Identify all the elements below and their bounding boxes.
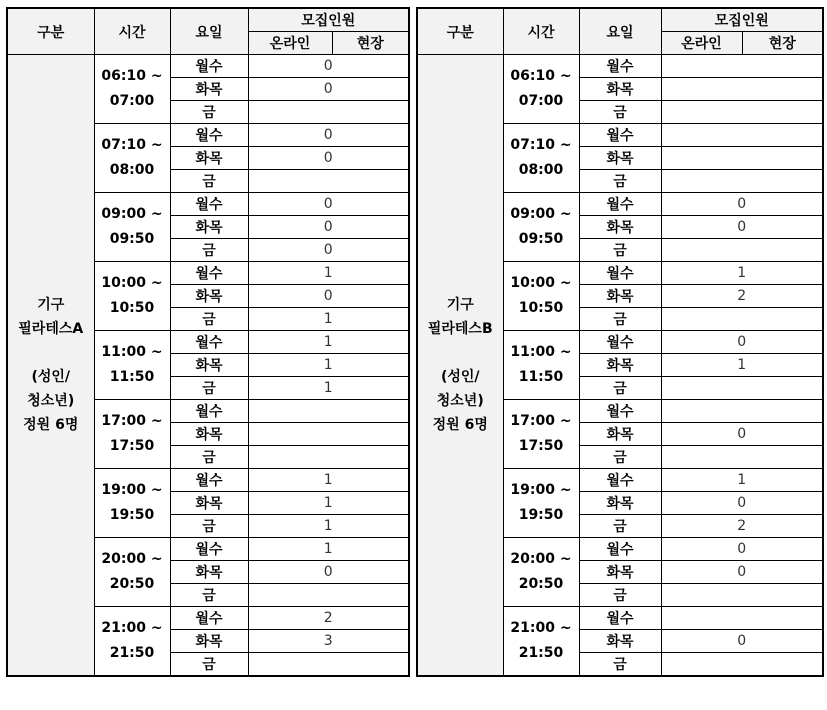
recruit-count-cell xyxy=(248,170,409,193)
recruit-count-cell: 1 xyxy=(248,377,409,400)
day-cell: 월수 xyxy=(170,538,248,561)
recruit-count-cell xyxy=(661,78,823,101)
time-slot-cell xyxy=(94,55,170,124)
time-slot-cell xyxy=(94,400,170,469)
time-slot-cell xyxy=(503,607,579,677)
time-start: 06:10 ~ xyxy=(510,68,572,84)
day-cell: 화목 xyxy=(579,630,661,653)
recruit-count-cell: 0 xyxy=(248,561,409,584)
recruit-count-cell xyxy=(661,55,823,78)
recruit-count-cell: 1 xyxy=(661,262,823,285)
time-slot-cell xyxy=(503,55,579,124)
day-cell: 월수 xyxy=(170,331,248,354)
day-cell: 화목 xyxy=(579,492,661,515)
day-cell: 화목 xyxy=(579,561,661,584)
time-slot-cell xyxy=(94,469,170,538)
day-cell: 월수 xyxy=(579,607,661,630)
time-start: 17:00 ~ xyxy=(101,413,163,429)
category-cell xyxy=(7,55,94,677)
recruit-count-cell xyxy=(661,584,823,607)
day-cell: 화목 xyxy=(579,78,661,101)
day-cell: 금 xyxy=(579,584,661,607)
time-slot-cell xyxy=(94,607,170,677)
time-end: 10:50 xyxy=(109,300,155,316)
recruit-count-cell xyxy=(248,101,409,124)
recruit-count-cell: 0 xyxy=(248,55,409,78)
day-cell: 월수 xyxy=(579,538,661,561)
time-start: 19:00 ~ xyxy=(101,482,163,498)
header-time: 시간 xyxy=(503,8,579,55)
day-cell: 화목 xyxy=(170,630,248,653)
time-start: 20:00 ~ xyxy=(510,551,572,567)
time-slot-cell xyxy=(503,193,579,262)
time-start: 11:00 ~ xyxy=(510,344,572,360)
recruit-count-cell xyxy=(661,147,823,170)
recruit-count-cell xyxy=(661,400,823,423)
recruit-count-cell: 0 xyxy=(248,193,409,216)
day-cell: 화목 xyxy=(170,354,248,377)
recruit-count-cell xyxy=(661,124,823,147)
category-line: (성인/ xyxy=(31,369,71,385)
recruit-count-cell: 0 xyxy=(661,193,823,216)
time-end: 17:50 xyxy=(109,438,155,454)
day-cell: 월수 xyxy=(170,262,248,285)
recruit-count-cell: 1 xyxy=(248,308,409,331)
recruit-count-cell: 0 xyxy=(661,216,823,239)
recruit-count-cell: 0 xyxy=(661,331,823,354)
time-slot-cell xyxy=(94,262,170,331)
recruit-count-cell: 2 xyxy=(248,607,409,630)
recruit-count-cell: 0 xyxy=(248,147,409,170)
time-end: 19:50 xyxy=(109,507,155,523)
day-cell: 화목 xyxy=(170,561,248,584)
recruit-count-cell: 0 xyxy=(661,492,823,515)
time-slot-cell xyxy=(503,331,579,400)
day-cell: 월수 xyxy=(170,55,248,78)
recruit-count-cell: 0 xyxy=(248,239,409,262)
category-line: 정원 6명 xyxy=(23,417,79,433)
time-start: 07:10 ~ xyxy=(101,137,163,153)
day-cell: 월수 xyxy=(170,193,248,216)
time-end: 11:50 xyxy=(109,369,155,385)
day-cell: 월수 xyxy=(170,607,248,630)
recruit-count-cell xyxy=(248,423,409,446)
day-cell: 화목 xyxy=(170,285,248,308)
header-time: 시간 xyxy=(94,8,170,55)
recruit-count-cell: 1 xyxy=(661,354,823,377)
time-end: 20:50 xyxy=(109,576,155,592)
day-cell: 금 xyxy=(579,377,661,400)
day-cell: 금 xyxy=(170,515,248,538)
time-start: 21:00 ~ xyxy=(101,620,163,636)
day-cell: 월수 xyxy=(579,400,661,423)
category-line xyxy=(418,341,503,365)
time-start: 06:10 ~ xyxy=(101,68,163,84)
time-slot-cell xyxy=(503,400,579,469)
day-cell: 월수 xyxy=(170,400,248,423)
recruit-count-cell: 1 xyxy=(248,538,409,561)
recruit-count-cell: 1 xyxy=(248,262,409,285)
day-cell: 화목 xyxy=(579,354,661,377)
time-slot-cell xyxy=(94,538,170,607)
day-cell: 금 xyxy=(579,515,661,538)
header-onsite: 현장 xyxy=(332,32,409,55)
time-end: 08:00 xyxy=(518,162,564,178)
recruit-count-cell xyxy=(248,653,409,677)
time-end: 20:50 xyxy=(518,576,564,592)
time-start: 20:00 ~ xyxy=(101,551,163,567)
day-cell: 금 xyxy=(170,239,248,262)
time-start: 10:00 ~ xyxy=(101,275,163,291)
day-cell: 금 xyxy=(579,653,661,677)
time-end: 08:00 xyxy=(109,162,155,178)
day-cell: 월수 xyxy=(579,331,661,354)
recruit-count-cell xyxy=(661,377,823,400)
recruit-count-cell: 1 xyxy=(248,469,409,492)
category-cell xyxy=(417,55,503,677)
header-recruit: 모집인원 xyxy=(661,8,823,32)
recruit-count-cell: 0 xyxy=(661,561,823,584)
category-line: 필라테스A xyxy=(18,321,84,337)
category-line: 필라테스B xyxy=(427,321,493,337)
recruit-count-cell: 0 xyxy=(248,285,409,308)
recruit-count-cell: 1 xyxy=(248,492,409,515)
day-cell: 금 xyxy=(579,446,661,469)
day-cell: 금 xyxy=(170,446,248,469)
time-end: 07:00 xyxy=(109,93,155,109)
day-cell: 금 xyxy=(579,101,661,124)
day-cell: 금 xyxy=(170,308,248,331)
time-end: 17:50 xyxy=(518,438,564,454)
time-slot-cell xyxy=(503,262,579,331)
day-cell: 금 xyxy=(579,170,661,193)
time-end: 21:50 xyxy=(109,645,155,661)
time-start: 11:00 ~ xyxy=(101,344,163,360)
recruit-count-cell xyxy=(661,308,823,331)
category-line: 청소년) xyxy=(436,393,484,409)
recruit-count-cell: 1 xyxy=(248,331,409,354)
day-cell: 금 xyxy=(170,653,248,677)
table-row xyxy=(417,55,823,78)
recruit-count-cell: 0 xyxy=(248,216,409,239)
header-category: 구분 xyxy=(417,8,503,55)
schedule-table-b xyxy=(416,7,824,677)
time-end: 19:50 xyxy=(518,507,564,523)
time-end: 11:50 xyxy=(518,369,564,385)
recruit-count-cell xyxy=(661,607,823,630)
recruit-count-cell xyxy=(661,101,823,124)
time-start: 21:00 ~ xyxy=(510,620,572,636)
day-cell: 화목 xyxy=(170,216,248,239)
time-slot-cell xyxy=(503,124,579,193)
recruit-count-cell: 2 xyxy=(661,285,823,308)
day-cell: 화목 xyxy=(579,285,661,308)
header-online: 온라인 xyxy=(661,32,742,55)
day-cell: 화목 xyxy=(579,147,661,170)
time-slot-cell xyxy=(503,538,579,607)
time-start: 07:10 ~ xyxy=(510,137,572,153)
category-line: 기구 xyxy=(446,297,474,313)
time-end: 21:50 xyxy=(518,645,564,661)
recruit-count-cell: 1 xyxy=(661,469,823,492)
recruit-count-cell: 0 xyxy=(248,78,409,101)
day-cell: 금 xyxy=(170,377,248,400)
header-onsite: 현장 xyxy=(742,32,823,55)
recruit-count-cell: 1 xyxy=(248,515,409,538)
recruit-count-cell: 0 xyxy=(661,630,823,653)
time-start: 17:00 ~ xyxy=(510,413,572,429)
recruit-count-cell: 0 xyxy=(661,423,823,446)
day-cell: 월수 xyxy=(579,469,661,492)
category-line xyxy=(8,341,94,365)
day-cell: 월수 xyxy=(170,469,248,492)
recruit-count-cell xyxy=(661,446,823,469)
recruit-count-cell xyxy=(661,653,823,677)
time-end: 10:50 xyxy=(518,300,564,316)
recruit-count-cell xyxy=(248,400,409,423)
header-category: 구분 xyxy=(7,8,94,55)
day-cell: 월수 xyxy=(579,124,661,147)
category-line: 기구 xyxy=(37,297,65,313)
schedule-table-a xyxy=(6,7,410,677)
recruit-count-cell: 3 xyxy=(248,630,409,653)
day-cell: 월수 xyxy=(170,124,248,147)
day-cell: 화목 xyxy=(170,147,248,170)
recruit-count-cell xyxy=(248,446,409,469)
recruit-count-cell: 0 xyxy=(248,124,409,147)
header-recruit: 모집인원 xyxy=(248,8,409,32)
recruit-count-cell xyxy=(248,584,409,607)
table-row xyxy=(7,55,409,78)
time-start: 10:00 ~ xyxy=(510,275,572,291)
category-line: 청소년) xyxy=(27,393,75,409)
day-cell: 월수 xyxy=(579,193,661,216)
time-end: 07:00 xyxy=(518,93,564,109)
header-online: 온라인 xyxy=(248,32,332,55)
recruit-count-cell xyxy=(661,170,823,193)
time-start: 09:00 ~ xyxy=(101,206,163,222)
time-end: 09:50 xyxy=(109,231,155,247)
day-cell: 화목 xyxy=(170,492,248,515)
day-cell: 금 xyxy=(579,239,661,262)
time-start: 09:00 ~ xyxy=(510,206,572,222)
recruit-count-cell: 0 xyxy=(661,538,823,561)
day-cell: 화목 xyxy=(170,423,248,446)
category-line: 정원 6명 xyxy=(432,417,488,433)
day-cell: 월수 xyxy=(579,55,661,78)
header-day: 요일 xyxy=(579,8,661,55)
time-slot-cell xyxy=(503,469,579,538)
time-end: 09:50 xyxy=(518,231,564,247)
day-cell: 금 xyxy=(170,584,248,607)
time-slot-cell xyxy=(94,124,170,193)
recruit-count-cell: 2 xyxy=(661,515,823,538)
time-slot-cell xyxy=(94,331,170,400)
day-cell: 금 xyxy=(170,101,248,124)
recruit-count-cell xyxy=(661,239,823,262)
day-cell: 월수 xyxy=(579,262,661,285)
day-cell: 금 xyxy=(170,170,248,193)
time-slot-cell xyxy=(94,193,170,262)
day-cell: 화목 xyxy=(170,78,248,101)
day-cell: 금 xyxy=(579,308,661,331)
category-line: (성인/ xyxy=(440,369,480,385)
time-start: 19:00 ~ xyxy=(510,482,572,498)
header-day: 요일 xyxy=(170,8,248,55)
recruit-count-cell: 1 xyxy=(248,354,409,377)
day-cell: 화목 xyxy=(579,216,661,239)
day-cell: 화목 xyxy=(579,423,661,446)
